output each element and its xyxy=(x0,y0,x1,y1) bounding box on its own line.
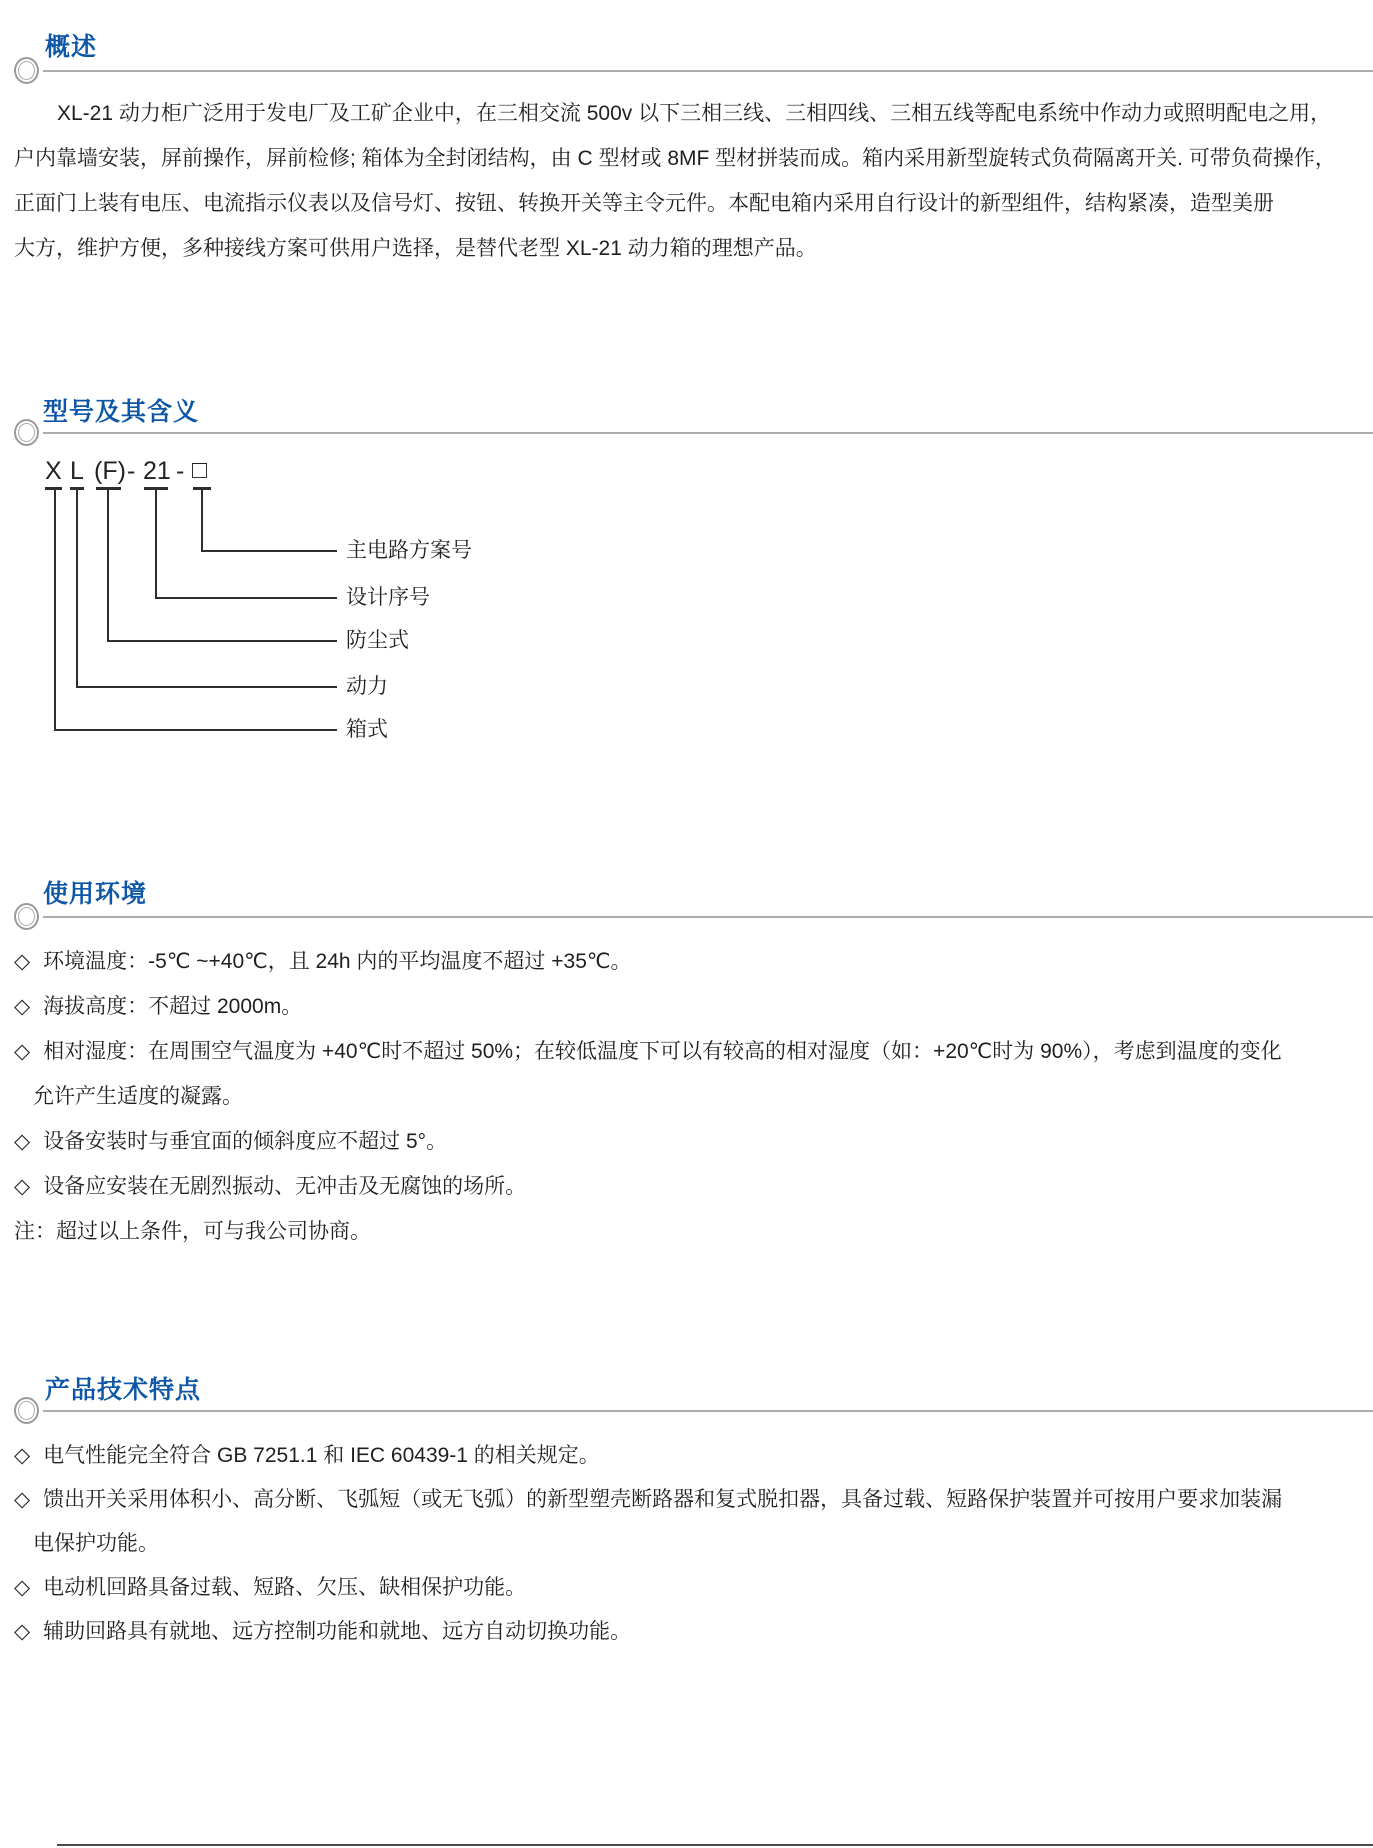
diagram-label: 动力 xyxy=(346,675,388,698)
note-line: 注：超过以上条件，可与我公司协商。 xyxy=(14,1220,371,1243)
bullet-item xyxy=(14,1566,1360,1610)
diagram-line xyxy=(76,490,78,688)
diamond-bullet-icon: ◇ xyxy=(14,995,31,1018)
section-title-environment: 使用环境 xyxy=(43,880,148,908)
ring-inner xyxy=(18,1401,35,1420)
section-ring-icon xyxy=(14,903,39,930)
bullet-item xyxy=(14,1478,1360,1522)
section-rule xyxy=(43,432,1373,434)
bullet-text: 相对湿度：在周围空气温度为 +40℃时不超过 50%；在较低温度下可以有较高的相对湿度（如：+20℃时为 90%），考虑到温度的变化 xyxy=(43,1040,1282,1063)
diamond-bullet-icon: ◇ xyxy=(14,1175,31,1198)
diagram-line xyxy=(54,490,56,731)
diamond-bullet-icon: ◇ xyxy=(14,1620,31,1643)
bullet-item xyxy=(14,1119,1360,1164)
model-code-part: - xyxy=(176,457,185,485)
bullet-text: 电动机回路具备过载、短路、欠压、缺相保护功能。 xyxy=(43,1576,527,1599)
bullet-text: 海拔高度：不超过 2000m。 xyxy=(43,995,303,1018)
bullet-item xyxy=(14,984,1360,1029)
footer-rule xyxy=(57,1844,1373,1846)
diagram-line xyxy=(155,490,157,599)
bullet-item xyxy=(14,939,1360,984)
bullet-text: 允许产生适度的凝露。 xyxy=(33,1085,243,1108)
model-code-part: L xyxy=(70,457,84,485)
diagram-label: 主电路方案号 xyxy=(346,539,472,562)
bullet-text: 环境温度：-5℃ ~+40℃，且 24h 内的平均温度不超过 +35℃。 xyxy=(43,950,632,973)
section-title-model: 型号及其含义 xyxy=(43,398,200,426)
diamond-bullet-icon: ◇ xyxy=(14,1576,31,1599)
ring-inner xyxy=(18,423,35,442)
diamond-bullet-icon: ◇ xyxy=(14,950,31,973)
body-line: XL-21 动力柜广泛用于发电厂及工矿企业中，在三相交流 500v 以下三相三线、三相四线、三相五线等配电系统中作动力或照明配电之用， xyxy=(57,102,1332,125)
diamond-bullet-icon: ◇ xyxy=(14,1488,31,1511)
section-rule xyxy=(43,70,1373,72)
bullet-item xyxy=(14,1164,1360,1209)
diamond-bullet-icon: ◇ xyxy=(14,1040,31,1063)
diagram-label: 设计序号 xyxy=(346,586,430,609)
bullet-item xyxy=(14,1029,1360,1074)
diamond-bullet-icon: ◇ xyxy=(14,1130,31,1153)
section-ring-icon xyxy=(14,1397,39,1424)
diagram-line xyxy=(201,490,203,552)
diagram-line xyxy=(107,640,337,642)
ring-inner xyxy=(18,61,35,80)
bullet-text: 设备应安装在无剧烈振动、无冲击及无腐蚀的场所。 xyxy=(43,1175,527,1198)
section-title-features: 产品技术特点 xyxy=(45,1376,202,1404)
overview-paragraph xyxy=(14,91,1360,271)
bullet-text: 电保护功能。 xyxy=(33,1532,159,1555)
bullet-item-continuation xyxy=(14,1522,1360,1566)
bullet-text: 馈出开关采用体积小、高分断、飞弧短（或无飞弧）的新型塑壳断路器和复式脱扣器，具备过载、短路保护装置并可按用户要求加装漏 xyxy=(43,1488,1283,1511)
ring-inner xyxy=(18,907,35,926)
environment-list xyxy=(14,939,1360,1254)
body-line: 大方，维护方便，多种接线方案可供用户选择，是替代老型 XL-21 动力箱的理想产品。 xyxy=(14,237,817,260)
diagram-line xyxy=(107,490,109,642)
section-ring-icon xyxy=(14,419,39,446)
diamond-bullet-icon: ◇ xyxy=(14,1444,31,1467)
section-rule xyxy=(43,1410,1373,1412)
bullet-item xyxy=(14,1434,1360,1478)
diagram-label: 防尘式 xyxy=(346,629,409,652)
diagram-line xyxy=(76,686,337,688)
bullet-text: 设备安装时与垂宜面的倾斜度应不超过 5°。 xyxy=(43,1130,448,1153)
body-line: 户内靠墙安装，屏前操作，屏前检修; 箱体为全封闭结构，由 C 型材或 8MF 型材拼装而成。箱内采用新型旋转式负荷隔离开关. 可带负荷操作， xyxy=(14,147,1336,170)
section-title-overview: 概述 xyxy=(45,33,98,61)
diagram-line xyxy=(201,550,337,552)
diagram-line xyxy=(155,597,337,599)
bullet-text: 辅助回路具有就地、远方控制功能和就地、远方自动切换功能。 xyxy=(43,1620,632,1643)
section-ring-icon xyxy=(14,57,39,84)
model-code-part: 21 xyxy=(143,457,171,485)
model-code-box: □ xyxy=(192,456,208,484)
model-code-part: (F) xyxy=(94,457,126,485)
body-line: 正面门上装有电压、电流指示仪表以及信号灯、按钮、转换开关等主令元件。本配电箱内采用自行设计的新型组件，结构紧凑，造型美册 xyxy=(14,192,1274,215)
features-list xyxy=(14,1434,1360,1654)
diagram-line xyxy=(54,729,337,731)
bullet-text: 电气性能完全符合 GB 7251.1 和 IEC 60439-1 的相关规定。 xyxy=(43,1444,600,1467)
section-rule xyxy=(43,916,1373,918)
bullet-item-continuation xyxy=(14,1074,1360,1119)
bullet-item xyxy=(14,1610,1360,1654)
diagram-label: 箱式 xyxy=(346,718,388,741)
model-code-part: - xyxy=(127,457,136,485)
model-code-part: X xyxy=(45,457,62,485)
